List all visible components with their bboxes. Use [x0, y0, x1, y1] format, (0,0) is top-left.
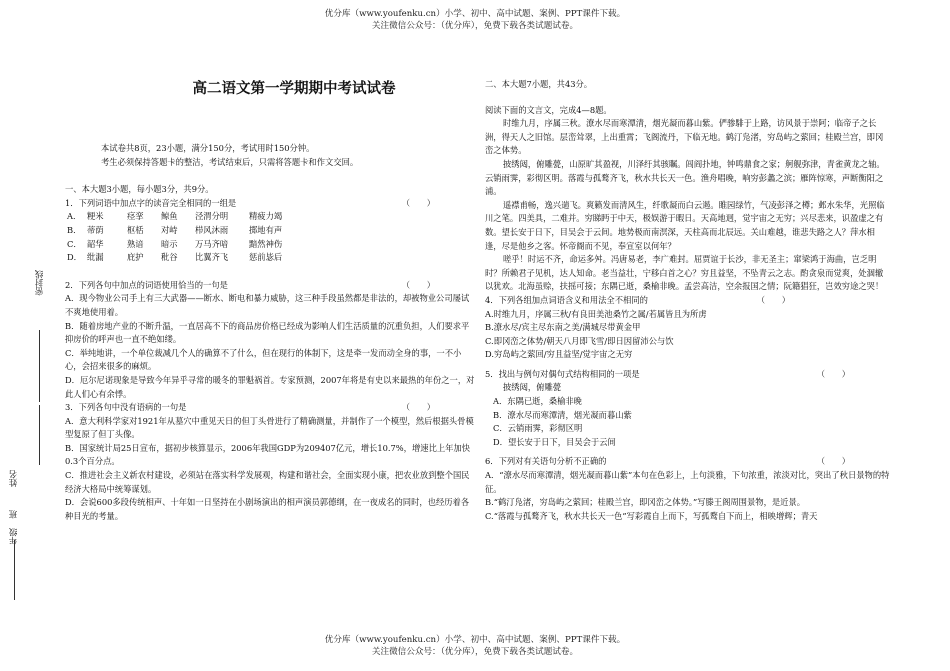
seal-line-mid [39, 405, 40, 465]
q1-c-word1: 韶华 [87, 238, 104, 249]
q1-a-word1: 粳米 [87, 211, 104, 222]
reading-intro: 阅读下面的文言文，完成4—8题。 [485, 104, 612, 115]
passage-para-1: 时维九月，序属三秋。潦水尽而寒潭清，烟光凝而暮山紫。俨骖騑于上路，访风景于崇阿；临帝子之长洲，得天人之旧馆。层峦耸翠，上出重霄；飞阁流丹，下临无地。鹤汀凫渚，穷岛屿之萦回；桂殿兰宫，即冈峦之体势。 [485, 118, 884, 156]
q6-answer-paren: （ ） [816, 456, 850, 467]
q1-stem: 1．下列词语中加点字的读音完全相同的一组是 [65, 197, 237, 208]
question-1 [65, 197, 475, 211]
q1-b-word2: 枢栝 [127, 224, 144, 235]
q5-option-b: B．潦水尽而寒潭清，烟光凝而暮山紫 [493, 409, 632, 420]
q5-option-c: C．云销雨霁，彩彻区明 [493, 423, 583, 434]
footer-line-1: 优分库（www.youfenku.cn）小学、初中、高中试题、案例、PPT课件下载。 [324, 635, 626, 645]
q4-stem: 4．下列各组加点词语含义和用法全不相同的 [485, 294, 648, 305]
header-line-1: 优分库（www.youfenku.cn）小学、初中、高中试题、案例、PPT课件下载。 [324, 9, 626, 19]
q1-c-word2: 熟谙 [127, 238, 144, 249]
q1-c-word3: 暗示 [161, 238, 178, 249]
section2-heading: 二、本大题7小题，共43分。 [485, 79, 593, 89]
passage-para-3: 遥襟甫畅，逸兴遄飞。爽籁发而清风生，纤歌凝而白云遏。睢园绿竹，气凌彭泽之樽；邺水朱华，光照临川之笔。四美具，二难并。穷睇眄于中天，极娱游于暇日。天高地迥，觉宇宙之无穷；兴尽悲来，识盈虚之有数。望长安于日下，目吴会于云间。地势极而南溟深，天柱高而北辰远。关山难越，谁悲失路之人？萍水相逢，尽是他乡之客。怀帝阍而不见，奉宣室以何年？ [485, 199, 885, 251]
q5-example: 披绣闼，俯雕甍 [503, 382, 562, 393]
q6-option-b: B.“鹤汀凫渚，穷岛屿之萦回；桂殿兰宫，即冈峦之体势。”写滕王阁周围景物，是近景。 [485, 497, 806, 508]
passage-para-2: 披绣闼，俯雕甍，山原旷其盈视，川泽纡其骇瞩。闾阎扑地，钟鸣鼎食之家；舸舰弥津，青雀黄龙之轴。云销雨霁，彩彻区明。落霞与孤鹜齐飞，秋水共长天一色。渔舟唱晚，响穷彭蠡之滨；雁阵惊寒，声断衡阳之浦。 [485, 158, 885, 197]
q1-option-b [65, 224, 475, 238]
q2-option-d: D．厄尔尼诺现象是导致今年异乎寻常的暖冬的罪魁祸首。专家预测，2007年将是有史以来最热的年份之一，对此人们心有余悸。 [65, 374, 475, 399]
q1-a-word3: 鲸鱼 [161, 211, 178, 222]
q1-a-word4: 泾渭分明 [195, 211, 229, 222]
q4-option-a: A.时维九月，序属三秋/有良田美池桑竹之属/若属皆且为所虏 [485, 308, 707, 319]
q1-d-word3: 秕谷 [161, 252, 178, 263]
q4-option-d: D.穷岛屿之萦回/穷且益坚/觉宇宙之无穷 [485, 349, 633, 360]
grade-label: 年级 [8, 528, 18, 545]
exam-title: 高二语文第一学期期中考试试卷 [192, 81, 396, 97]
footer-line-2: 关注微信公众号：（优分库），免费下载各类试题试卷。 [371, 647, 579, 657]
class-label: 班 [8, 510, 18, 519]
question-4 [485, 294, 890, 308]
q1-a-word5: 精疲力竭 [249, 211, 283, 222]
q3-option-a: A．意大利科学家对1921年从墓穴中重见天日的但丁头骨进行了精确测量，并制作了一个模型，然后根据头骨模型复原了但丁头像。 [65, 415, 474, 440]
q1-option-c [65, 238, 475, 252]
left-column [65, 78, 475, 523]
q4-option-c: C.即冈峦之体势/朝天八月即飞雪/即日因留沛公与饮 [485, 335, 674, 346]
q6-option-c: C.“落霞与孤鹜齐飞，秋水共长天一色”写彩霞自上而下，写孤鹜自下而上，相映增辉；青天 [485, 510, 818, 521]
question-2 [65, 279, 475, 293]
question-6 [485, 455, 890, 469]
q6-stem: 6．下列对有关语句分析不正确的 [485, 456, 607, 467]
seal-label: 密封线 [34, 270, 44, 296]
q2-stem: 2．下列各句中加点的词语使用恰当的一句是 [65, 279, 228, 290]
instruction-2: 考生必须保持答题卡的整洁，考试结束后，只需将答题卡和作文交回。 [101, 156, 359, 167]
q2-option-c: C．举纯地讲，一个单位裁减几个人的确算不了什么，但在现行的体制下，这是牵一发而动全身的事，一不小心，会招来很多的麻烦。 [65, 347, 462, 372]
q1-b-label: B． [67, 224, 82, 235]
q5-option-a: A．东隅已逝，桑榆非晚 [493, 396, 582, 407]
seal-line-top [39, 330, 40, 402]
q3-answer-paren: （ ） [401, 402, 435, 413]
q4-answer-paren: （ ） [756, 294, 790, 305]
q1-b-word3: 对峙 [161, 224, 178, 235]
q2-answer-paren: （ ） [401, 279, 435, 290]
q1-c-word5: 黯然神伤 [249, 238, 283, 249]
right-column [485, 78, 890, 523]
q2-option-b: B．随着房地产业的不断升温，一直居高不下的商品房价格已经成为影响人们生活质量的沉重负担，人们要求平抑房价的呼声也一直不绝如缕。 [65, 320, 470, 345]
q3-option-c: C．推进社会主义新农村建设，必须站在落实科学发展观，构建和谐社会，全面实现小康，把农业放到整个国民经济大格局中统筹谋划。 [65, 470, 470, 494]
header-line-2: 关注微信公众号：（优分库），免费下载各类试题试卷。 [371, 21, 579, 31]
q1-d-word5: 惩前毖后 [249, 252, 283, 263]
q4-option-b: B.潦水尽/宾主尽东南之美/满城尽带黄金甲 [485, 322, 641, 333]
q1-b-word4: 栉风沐雨 [195, 224, 229, 235]
q5-answer-paren: （ ） [816, 368, 850, 379]
q1-b-word1: 蒂荫 [87, 224, 104, 235]
page-footer [0, 634, 950, 658]
q1-a-label: A． [67, 211, 82, 222]
q3-stem: 3．下列各句中没有语病的一句是 [65, 402, 187, 413]
info-line [14, 540, 15, 600]
q5-option-d: D．望长安于日下，目吴会于云间 [493, 436, 616, 447]
q1-answer-paren: （ ） [401, 197, 435, 208]
q6-option-a: A．“潦水尽而寒潭清，烟光凝而暮山紫”本句在色彩上，上句淡雅，下句浓重，浓淡对比，突出了秋日景物的特征。 [485, 470, 890, 494]
q1-option-a [65, 210, 475, 224]
instruction-1: 本试卷共8页，23小题，满分150分，考试用时150分钟。 [101, 143, 315, 153]
q1-c-word4: 万马齐喑 [195, 238, 229, 249]
q1-a-word2: 痉挛 [127, 211, 144, 222]
q1-option-d [65, 251, 475, 265]
q5-stem: 5．找出与例句对偶句式结构相同的一项是 [485, 368, 640, 379]
question-5 [485, 368, 890, 382]
q3-option-d: D．会说600多段传统相声、十年如一日坚持在小剧场演出的相声演员郭德纲，在一夜成名的同时，也经历着各种目光的考量。 [65, 497, 470, 521]
q1-d-label: D． [67, 252, 82, 263]
q1-d-word4: 比翼齐飞 [195, 252, 229, 263]
q1-d-word2: 庇护 [127, 252, 144, 263]
q2-option-a: A．现今物业公司手上有三大武器——断水、断电和暴力威胁，这三种手段虽然都是非法的，却被物业公司屡试不爽地使用着。 [65, 293, 470, 317]
q1-b-word5: 掷地有声 [249, 224, 283, 235]
q3-option-b: B．国家统计局25日宣布，据初步核算显示，2006年我国GDP为209407亿元，增长10.7%，增速比上年加快0.3个百分点。 [65, 442, 471, 467]
section1-heading: 一、本大题3小题，每小题3分，共9分。 [65, 184, 214, 195]
q1-c-label: C． [67, 238, 82, 249]
passage-para-4: 嗟乎！时运不齐，命运多舛。冯唐易老，李广难封。屈贾谊于长沙，非无圣主；窜梁鸿于海曲，岂乏明时？所赖君子见机，达人知命。老当益壮，宁移白首之心？穷且益坚，不坠青云之志。酌贪泉而觉爽，处涸辙以犹欢。北海虽赊，扶摇可接；东隅已逝，桑榆非晚。孟尝高洁，空余报国之情；阮籍猖狂，岂效穷途之哭！ [485, 254, 884, 292]
q1-d-word1: 纰漏 [87, 252, 104, 263]
page-header [0, 8, 950, 32]
question-3 [65, 401, 475, 415]
name-label: 姓名 [8, 470, 18, 487]
